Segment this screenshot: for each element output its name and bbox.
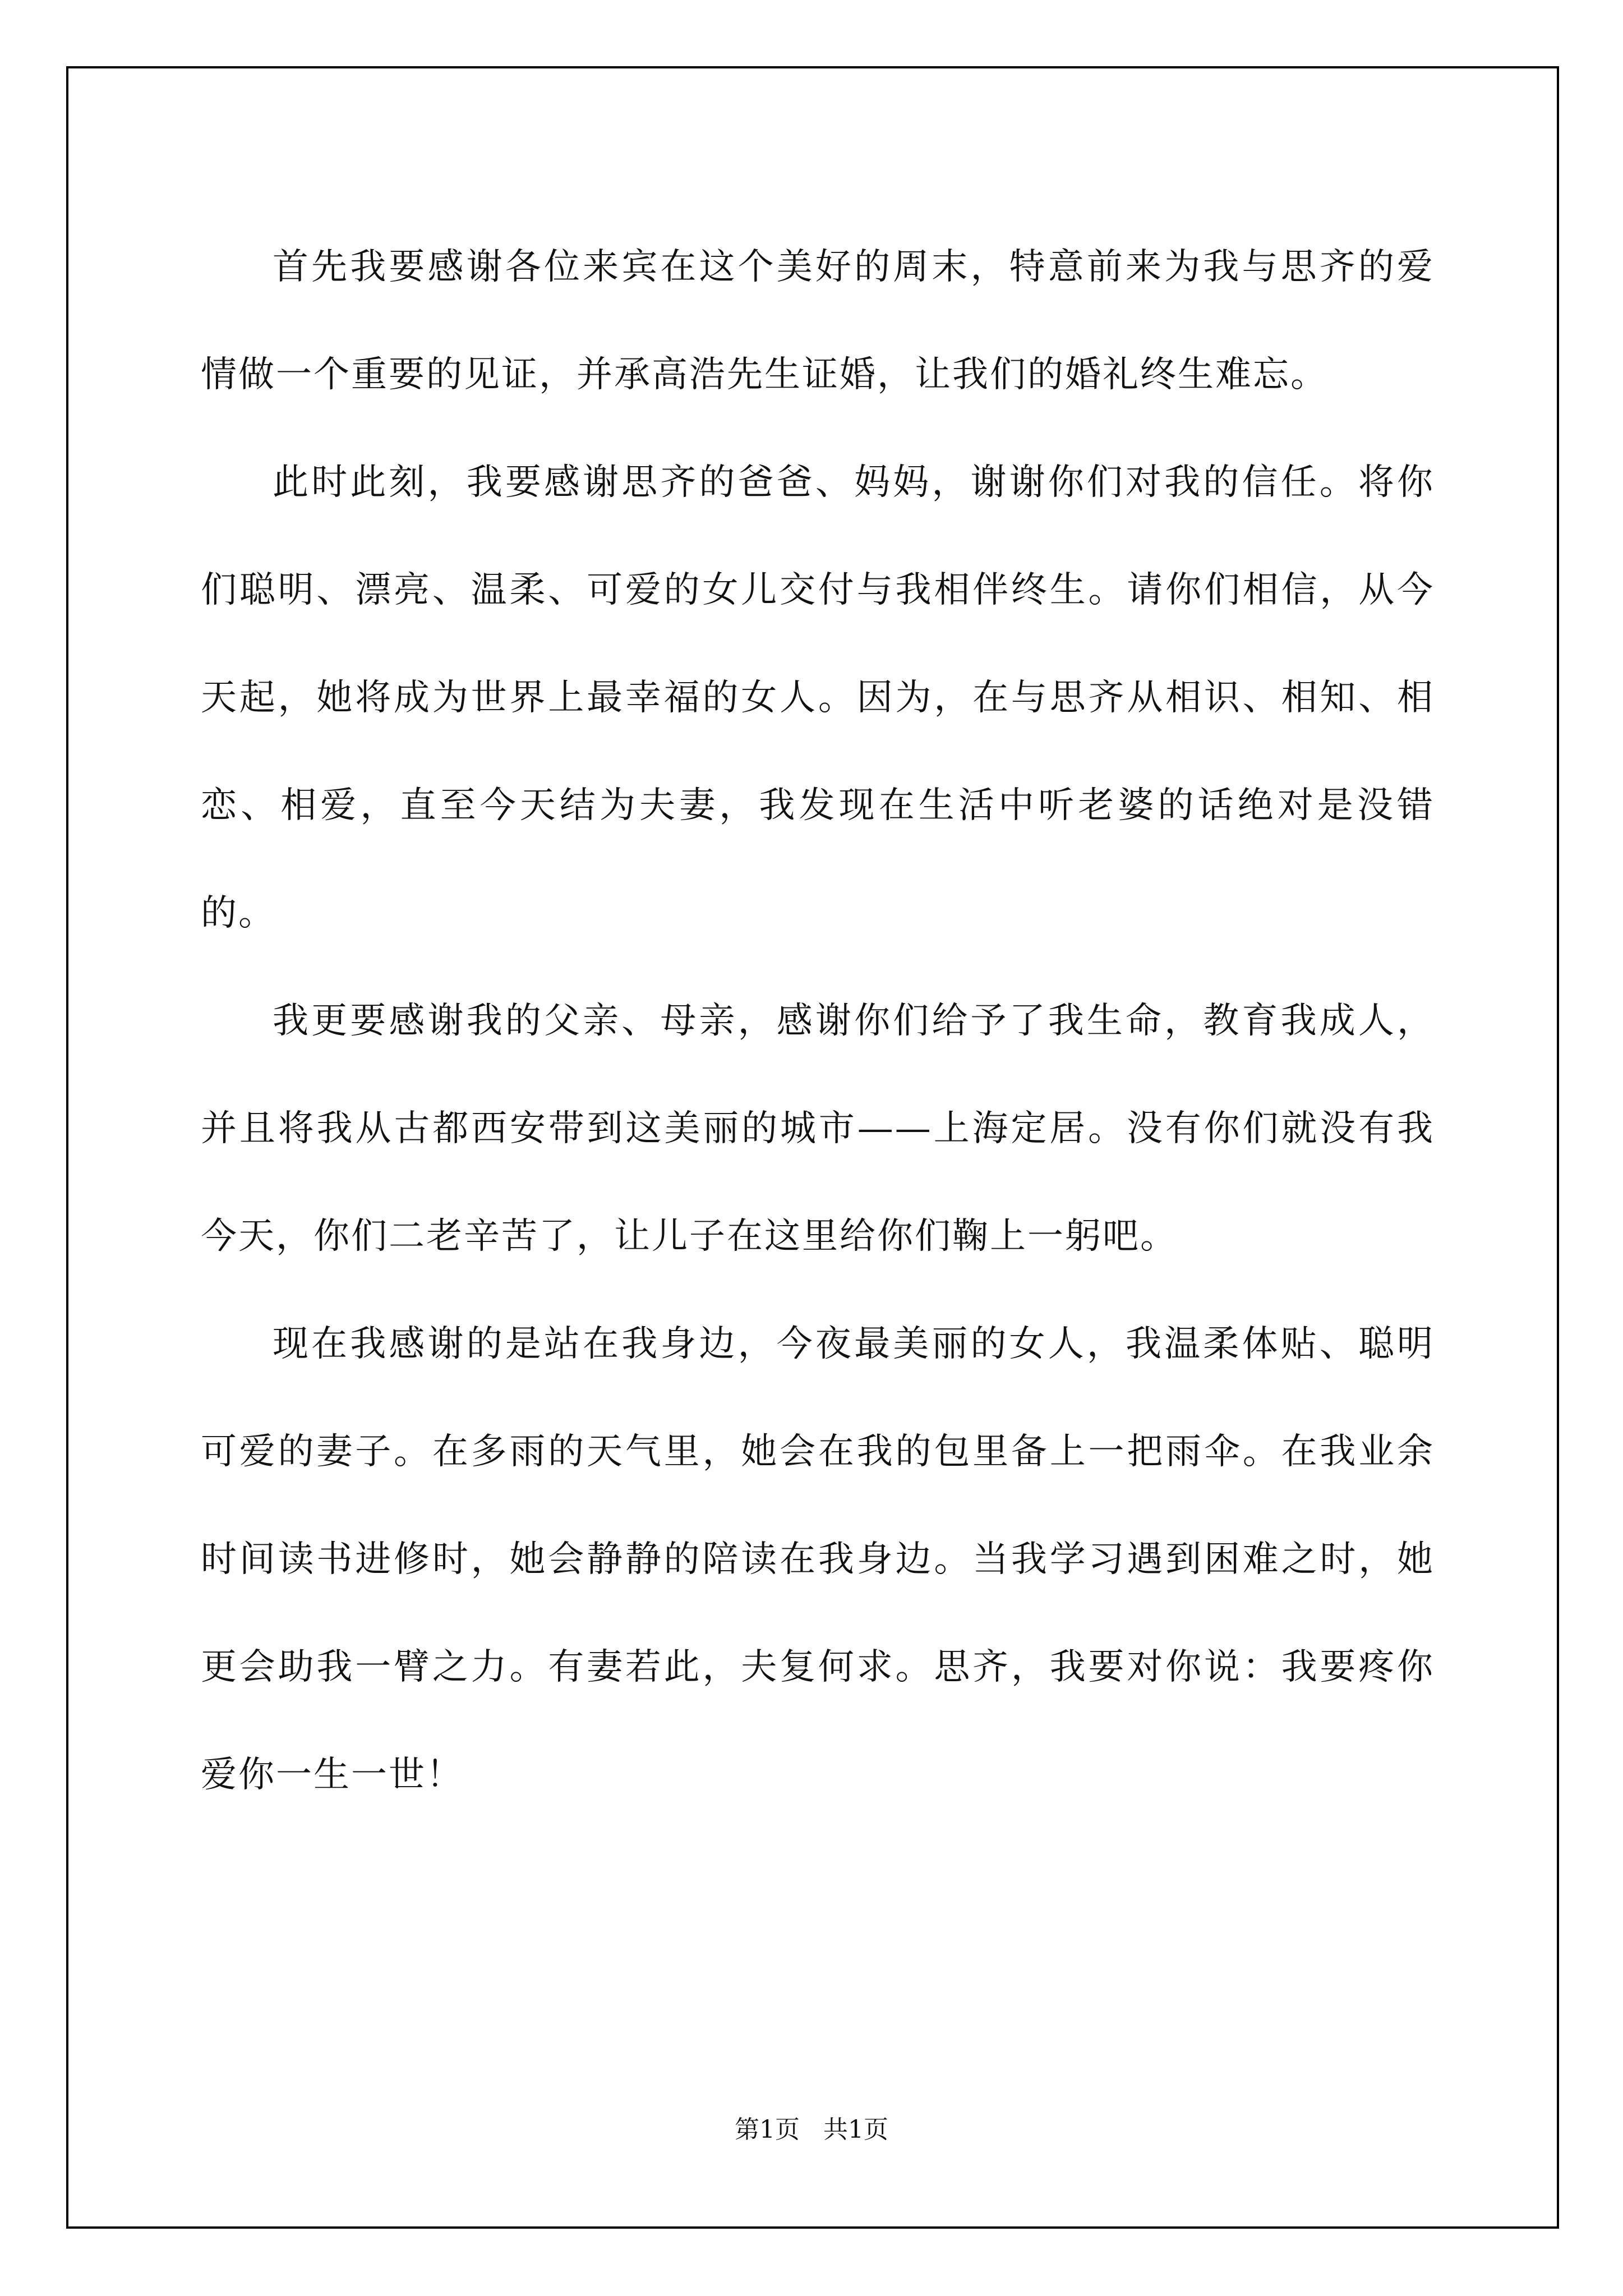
paragraph-1: 首先我要感谢各位来宾在这个美好的周末，特意前来为我与思齐的爱情做一个重要的见证，并承高浩先生证婚，让我们的婚礼终生难忘。 xyxy=(201,246,1435,395)
paragraph-4: 现在我感谢的是站在我身边，今夜最美丽的女人，我温柔体贴、聪明可爱的妻子。在多雨的天气里，她会在我的包里备上一把雨伞。在我业余时间读书进修时，她会静静的陪读在我身边。当我学习遇到困难之时，她更会助我一臂之力。有妻若此，夫复何求。思齐，我要对你说：我要疼你爱你一生一世！ xyxy=(201,1323,1435,1796)
paragraph-2: 此时此刻，我要感谢思齐的爸爸、妈妈，谢谢你们对我的信任。将你们聪明、漂亮、温柔、可爱的女儿交付与我相伴终生。请你们相信，从今天起，她将成为世界上最幸福的女人。因为，在与思齐从相识、相知、相恋、相爱，直至今天结为夫妻，我发现在生活中听老婆的话绝对是没错的。 xyxy=(201,462,1435,934)
paragraph-3: 我更要感谢我的父亲、母亲，感谢你们给予了我生命，教育我成人，并且将我从古都西安带到这美丽的城市——上海定居。没有你们就没有我今天，你们二老辛苦了，让儿子在这里给你们鞠上一躬吧。 xyxy=(201,1000,1435,1257)
page-footer: 第1页 共1页 xyxy=(735,2115,888,2144)
document-body xyxy=(201,213,1435,1829)
